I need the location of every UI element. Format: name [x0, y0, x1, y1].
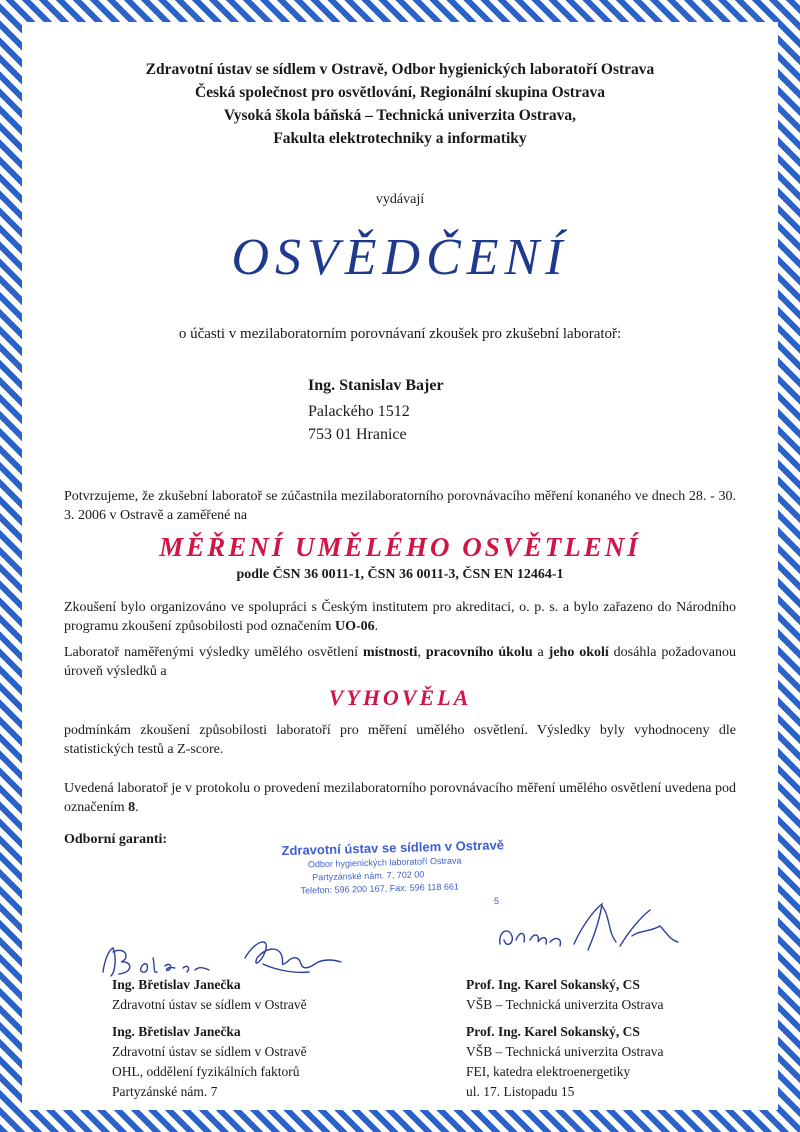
- stamp-line: Zdravotní ústav se sídlem v Ostravě: [281, 837, 505, 859]
- guarantor-right-details: [466, 1022, 664, 1102]
- guarantor-left-address-line: OHL, oddělení fyzikálních faktorů: [112, 1064, 300, 1079]
- certificate-title: OSVĚDČENÍ: [231, 229, 569, 286]
- about-text: o účasti v mezilaboratorním porovnávaní zkoušek pro zkušební laboratoř:: [178, 326, 622, 342]
- guarantor-right-name: Prof. Ing. Karel Sokanský, CS: [466, 977, 640, 992]
- protocol-text: Uvedená laboratoř je v protokolu o provedení mezilaboratorního porovnávacího měření umělého osvětlení uvedena pod označením: [64, 781, 736, 815]
- guarantor-right-org: VŠB – Technická univerzita Ostrava: [466, 997, 664, 1012]
- stamp-line: Odbor hygienických laboratoří Ostrava: [307, 855, 462, 870]
- guarantor-right-address-line: VŠB – Technická univerzita Ostrava: [466, 1044, 664, 1059]
- issuer-line: Fakulta elektrotechniky a informatiky: [273, 130, 527, 147]
- guarantor-right-address-line: FEI, katedra elektroenergetiky: [466, 1064, 631, 1079]
- issuer-line: Zdravotní ústav se sídlem v Ostravě, Odbor hygienických laboratoří Ostrava: [145, 61, 655, 78]
- issue-verb: vydávají: [375, 192, 425, 207]
- topic-heading: MĚŘENÍ UMĚLÉHO OSVĚTLENÍ: [159, 532, 641, 562]
- guarantors-label: Odborní garanti:: [64, 832, 168, 847]
- stamp-line: Partyzánské nám. 7, 702 00: [312, 869, 425, 883]
- protocol-number: 8: [128, 800, 136, 815]
- laboratory-street: Palackého 1512: [308, 403, 410, 420]
- results-outro: dosáhla požadovanou úroveň výsledků a: [64, 645, 736, 679]
- guarantor-left-address-line: Partyzánské nám. 7: [112, 1084, 218, 1099]
- issuers-block: [0, 58, 800, 150]
- results-sep: ,: [417, 645, 426, 660]
- results-paragraph: [64, 643, 736, 681]
- issuer-line: Česká společnost pro osvětlování, Regionální skupina Ostrava: [194, 84, 606, 101]
- institution-stamp: [281, 837, 522, 898]
- guarantor-left-top: [112, 975, 307, 1015]
- confirmation-paragraph: Potvrzujeme, že zkušební laboratoř se zúčastnila mezilaboratorního porovnávacího měření konaného ve dnech 28. - 30. 3. 2006 v Ostravě a zaměřené na: [64, 489, 736, 523]
- protocol-paragraph: [64, 779, 736, 817]
- results-item-task: pracovního úkolu: [425, 645, 533, 660]
- protocol-end: .: [135, 800, 139, 815]
- standards-line: podle ČSN 36 0011-1, ČSN 36 0011-3, ČSN EN 12464-1: [236, 567, 564, 582]
- guarantor-left-org: Zdravotní ústav se sídlem v Ostravě: [112, 997, 307, 1012]
- guarantor-right-top: [466, 975, 664, 1015]
- results-item-room: místnosti: [362, 645, 418, 660]
- guarantor-left-name: Ing. Břetislav Janečka: [112, 977, 241, 992]
- stamp-line: Telefon: 596 200 167, Fax: 596 118 661: [300, 881, 460, 896]
- issuer-line: Vysoká škola báňská – Technická univerzita Ostrava,: [223, 107, 577, 124]
- stamp-digit: 5: [494, 896, 500, 906]
- programme-code: UO-06: [335, 619, 375, 634]
- results-item-surroundings: jeho okolí: [548, 645, 609, 660]
- laboratory-city: 753 01 Hranice: [308, 426, 407, 443]
- organisation-text: Zkoušení bylo organizováno ve spolupráci s Českým institutem pro akreditaci, o. p. s. a bylo zařazeno do Národního programu zkoušení způsobilosti pod označením: [64, 600, 736, 634]
- guarantor-left-details: [112, 1022, 307, 1102]
- guarantor-left-address-line: Zdravotní ústav se sídlem v Ostravě: [112, 1044, 307, 1059]
- results-intro: Laboratoř naměřenými výsledky umělého osvětlení: [64, 645, 363, 660]
- organisation-end: .: [374, 619, 379, 634]
- signature-right: [490, 896, 700, 966]
- organisation-paragraph: [64, 598, 736, 636]
- guarantor-right-address-line: ul. 17. Listopadu 15: [466, 1084, 575, 1099]
- results-sep: a: [532, 645, 549, 660]
- laboratory-address: [308, 374, 444, 446]
- verdict-heading: VYHOVĚLA: [328, 685, 472, 710]
- guarantor-right-name-repeat: Prof. Ing. Karel Sokanský, CS: [466, 1024, 640, 1039]
- conditions-paragraph: podmínkám zkoušení způsobilosti laboratoří pro měření umělého osvětlení. Výsledky byly vyhodnoceny dle statistických testů a Z-score.: [64, 723, 736, 757]
- guarantor-left-name-repeat: Ing. Břetislav Janečka: [112, 1024, 241, 1039]
- laboratory-name: Ing. Stanislav Bajer: [308, 377, 444, 394]
